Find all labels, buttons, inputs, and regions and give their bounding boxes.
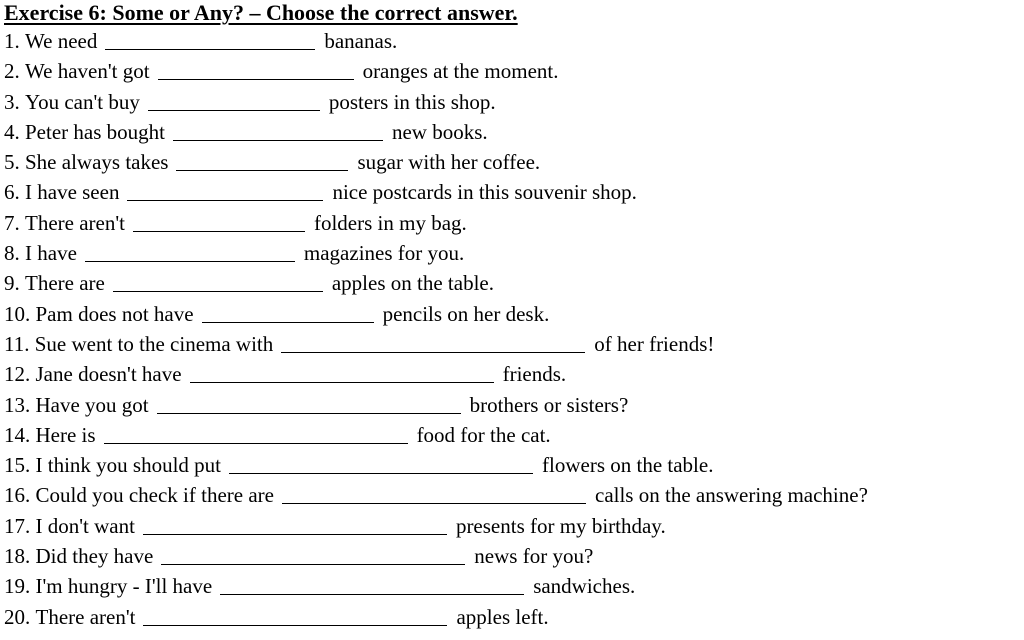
item-text-after: sugar with her coffee. <box>357 150 541 175</box>
answer-blank[interactable] <box>143 518 447 535</box>
item-number: 19. <box>4 574 31 599</box>
exercise-item <box>4 329 1024 359</box>
answer-blank[interactable] <box>282 487 586 504</box>
item-number: 17. <box>4 513 31 538</box>
item-number: 16. <box>4 483 31 508</box>
item-text-before: We haven't got <box>25 59 150 84</box>
answer-blank[interactable] <box>157 397 461 414</box>
item-text-before: Have you got <box>35 392 149 417</box>
item-text-after: friends. <box>502 362 567 387</box>
item-text-before: Did they have <box>35 544 154 569</box>
item-text-after: news for you? <box>474 544 594 569</box>
exercise-item <box>4 511 1024 541</box>
item-text-after: new books. <box>391 119 488 144</box>
exercise-item <box>4 359 1024 389</box>
exercise-item <box>4 177 1024 207</box>
exercise-item <box>4 147 1024 177</box>
answer-blank[interactable] <box>148 94 320 111</box>
item-text-after: pencils on her desk. <box>382 301 550 326</box>
answer-blank[interactable] <box>190 366 494 383</box>
item-text-before: There aren't <box>35 604 136 629</box>
item-number: 9. <box>4 271 20 296</box>
item-text-after: oranges at the moment. <box>362 59 559 84</box>
item-text-before: You can't buy <box>25 89 140 114</box>
item-number: 7. <box>4 210 20 235</box>
exercise-item <box>4 208 1024 238</box>
item-text-before: We need <box>25 29 98 53</box>
item-number: 13. <box>4 392 31 417</box>
page-title: Exercise 6: Some or Any? – Choose the correct answer. <box>4 0 518 25</box>
exercise-item <box>4 56 1024 86</box>
item-number: 11. <box>4 331 30 356</box>
answer-blank[interactable] <box>133 215 305 232</box>
item-number: 14. <box>4 422 31 447</box>
item-text-before: I think you should put <box>35 453 222 478</box>
exercise-item <box>4 420 1024 450</box>
answer-blank[interactable] <box>143 609 447 626</box>
item-number: 1. <box>4 29 20 53</box>
answer-blank[interactable] <box>158 63 354 80</box>
item-text-before: Here is <box>35 422 96 447</box>
item-text-after: apples left. <box>456 604 549 629</box>
item-number: 15. <box>4 453 31 478</box>
exercise-item <box>4 450 1024 480</box>
item-text-before: There are <box>25 271 105 296</box>
exercise-item <box>4 238 1024 268</box>
answer-blank[interactable] <box>229 457 533 474</box>
exercise-item <box>4 480 1024 510</box>
exercise-item <box>4 390 1024 420</box>
item-number: 3. <box>4 89 20 114</box>
item-text-after: of her friends! <box>594 331 715 356</box>
answer-blank[interactable] <box>176 154 348 171</box>
item-number: 10. <box>4 301 31 326</box>
exercise-item <box>4 299 1024 329</box>
answer-blank[interactable] <box>281 336 585 353</box>
item-text-after: posters in this shop. <box>328 89 496 114</box>
item-number: 18. <box>4 544 31 569</box>
exercise-item <box>4 268 1024 298</box>
exercise-item <box>4 602 1024 632</box>
item-text-before: There aren't <box>25 210 125 235</box>
item-text-before: I have seen <box>25 180 120 205</box>
item-text-before: I don't want <box>35 513 135 538</box>
answer-blank[interactable] <box>113 275 323 292</box>
item-number: 6. <box>4 180 20 205</box>
item-text-after: nice postcards in this souvenir shop. <box>332 180 637 205</box>
exercise-item <box>4 571 1024 601</box>
item-text-after: presents for my birthday. <box>455 513 666 538</box>
item-number: 20. <box>4 604 31 629</box>
item-number: 4. <box>4 119 20 144</box>
item-text-before: I'm hungry - I'll have <box>35 574 213 599</box>
item-text-before: I have <box>25 241 77 266</box>
item-text-before: Sue went to the cinema with <box>34 331 274 356</box>
answer-blank[interactable] <box>105 33 315 50</box>
exercise-item <box>4 117 1024 147</box>
item-text-after: magazines for you. <box>303 241 465 266</box>
item-text-before: Peter has bought <box>25 119 165 144</box>
item-number: 8. <box>4 241 20 266</box>
item-number: 5. <box>4 150 20 175</box>
exercise-item <box>4 87 1024 117</box>
item-text-after: bananas. <box>324 29 398 53</box>
item-text-after: brothers or sisters? <box>469 392 629 417</box>
answer-blank[interactable] <box>161 548 465 565</box>
item-text-before: Pam does not have <box>35 301 194 326</box>
answer-blank[interactable] <box>220 578 524 595</box>
item-text-after: apples on the table. <box>331 271 494 296</box>
item-number: 12. <box>4 362 31 387</box>
answer-blank[interactable] <box>173 124 383 141</box>
item-text-after: flowers on the table. <box>542 453 714 478</box>
answer-blank[interactable] <box>202 306 374 323</box>
exercise-item <box>4 26 1024 56</box>
answer-blank[interactable] <box>127 184 323 201</box>
item-text-after: calls on the answering machine? <box>595 483 868 508</box>
item-text-before: She always takes <box>25 150 169 175</box>
exercise-item <box>4 541 1024 571</box>
item-text-after: folders in my bag. <box>313 210 467 235</box>
exercise-list <box>4 26 1024 632</box>
answer-blank[interactable] <box>85 245 295 262</box>
item-number: 2. <box>4 59 20 84</box>
item-text-before: Could you check if there are <box>35 483 274 508</box>
item-text-before: Jane doesn't have <box>35 362 182 387</box>
item-text-after: food for the cat. <box>416 422 551 447</box>
answer-blank[interactable] <box>104 427 408 444</box>
item-text-after: sandwiches. <box>533 574 636 599</box>
